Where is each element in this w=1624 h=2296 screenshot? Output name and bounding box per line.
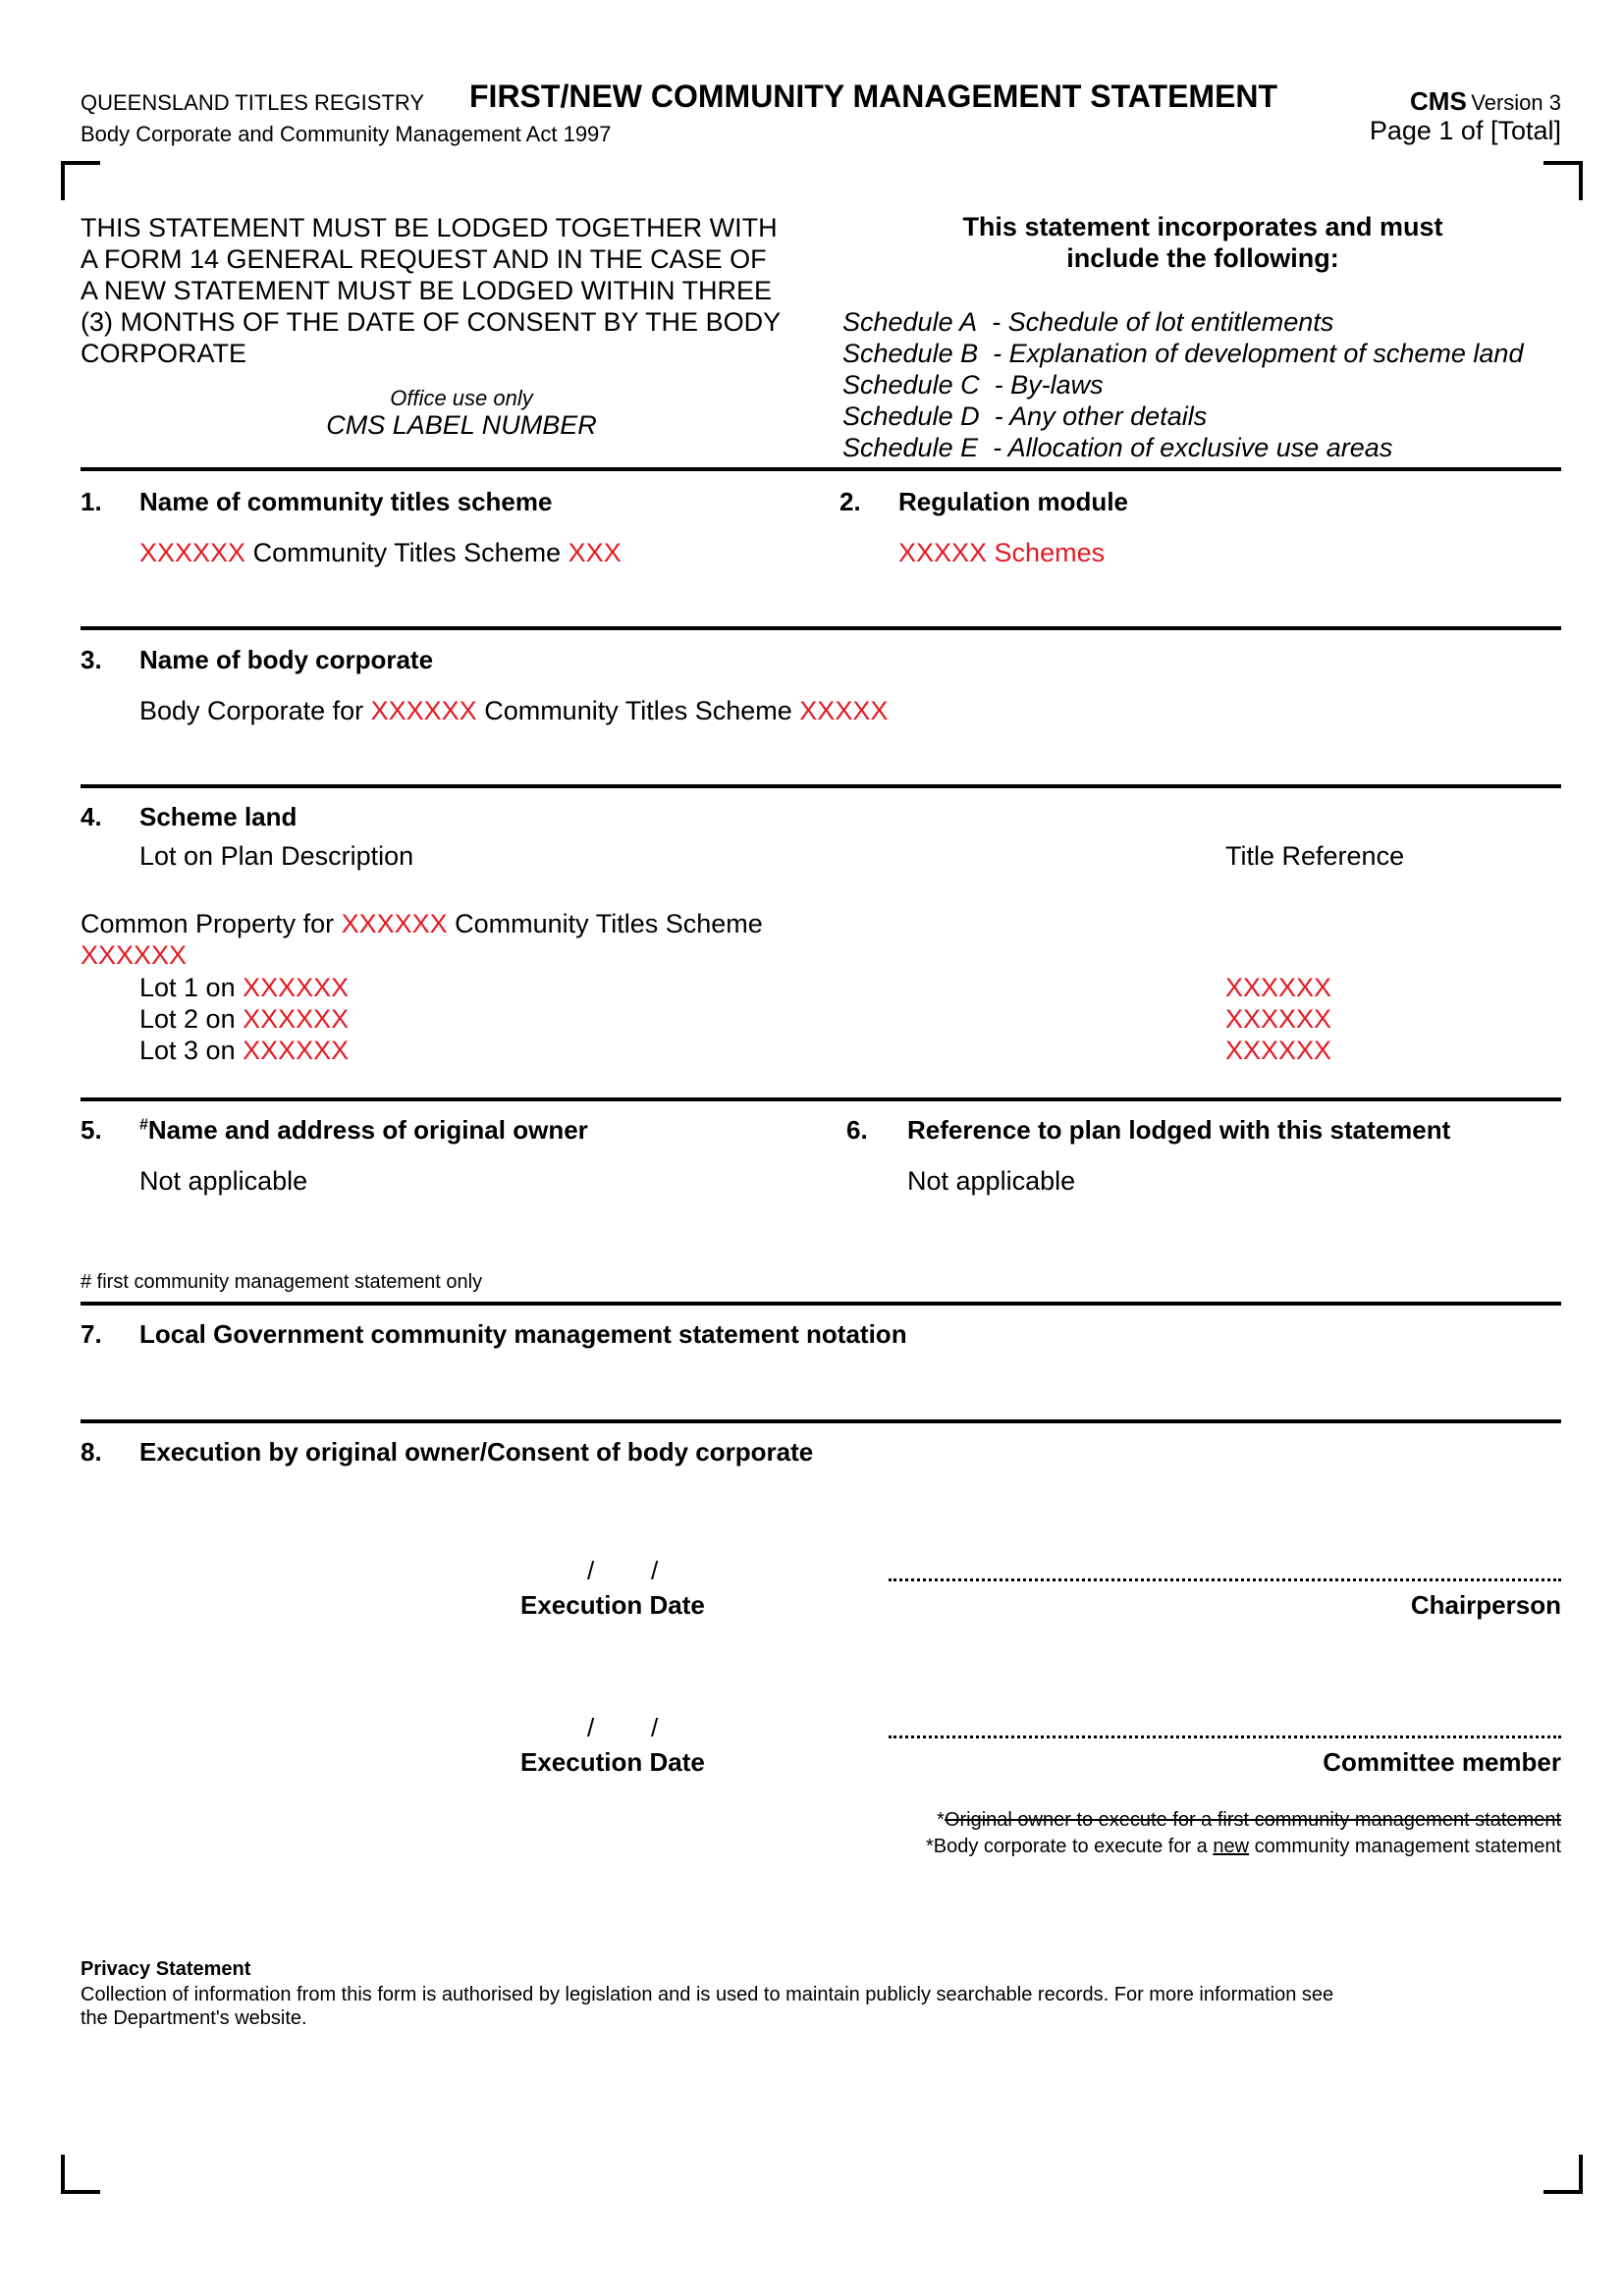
body-corporate-name: Body Corporate for XXXXXX Community Titles Scheme XXXXX [139, 696, 889, 725]
lot-list [139, 972, 349, 1066]
schedule-list [842, 306, 1523, 463]
schedule-item: Schedule C - By-laws [842, 370, 1104, 400]
lodgement-line: CORPORATE [81, 339, 247, 368]
common-property: Common Property for XXXXXX Community Titles Scheme [81, 909, 763, 938]
divider [81, 1302, 1561, 1306]
privacy-text-line-1: Collection of information from this form is authorised by legislation and is used to maintain publicly searchable records. For more information see [81, 1984, 1334, 2005]
lodgement-line: A FORM 14 GENERAL REQUEST AND IN THE CASE OF [81, 244, 767, 274]
corner-mark-top-left [61, 161, 100, 200]
divider [81, 1097, 1561, 1101]
incorporates-heading-2: include the following: [1066, 243, 1339, 273]
regulation-module-value: XXXXX Schemes [898, 538, 1106, 567]
committee-member-signature-line[interactable] [889, 1735, 1561, 1738]
incorporates-heading-1: This statement incorporates and must [962, 212, 1443, 241]
schedule-item: Schedule E - Allocation of exclusive use areas [842, 433, 1393, 462]
section-4-number: 4. [81, 802, 102, 831]
scheme-name: XXXXXX Community Titles Scheme XXX [139, 538, 622, 567]
execution-date-label-2: Execution Date [520, 1747, 705, 1777]
schedule-item: Schedule B - Explanation of development of scheme land [842, 339, 1524, 368]
privacy-title: Privacy Statement [81, 1958, 251, 1980]
common-property-scheme: XXXXXX [81, 940, 188, 970]
title-reference: XXXXXX [1225, 1036, 1332, 1065]
form-code: CMS [1410, 86, 1467, 116]
divider [81, 1419, 1561, 1423]
lodgement-line: THIS STATEMENT MUST BE LODGED TOGETHER WITH [81, 213, 778, 242]
act-name: Body Corporate and Community Management Act 1997 [81, 122, 612, 146]
privacy-text-line-2: the Department's website. [81, 2007, 307, 2029]
original-owner-value: Not applicable [139, 1166, 308, 1196]
title-reference: XXXXXX [1225, 1004, 1332, 1034]
committee-member-label: Committee member [1323, 1747, 1561, 1777]
section-1-title: Name of community titles scheme [139, 487, 553, 516]
section-7-title: Local Government community management statement notation [139, 1319, 907, 1349]
section-3-title: Name of body corporate [139, 645, 434, 674]
corner-mark-bottom-right [1543, 2155, 1583, 2194]
section-6-number: 6. [846, 1115, 868, 1145]
divider [81, 626, 1561, 630]
page-number: Page 1 of [Total] [1369, 116, 1561, 145]
schedule-item: Schedule A - Schedule of lot entitlements [842, 307, 1334, 337]
section-2-number: 2. [839, 487, 861, 516]
version-text: Version 3 [1471, 90, 1561, 115]
title-reference-column-header: Title Reference [1225, 841, 1405, 871]
section-8-number: 8. [81, 1437, 102, 1467]
section-1-number: 1. [81, 487, 102, 516]
section-6-title: Reference to plan lodged with this statement [907, 1115, 1451, 1145]
execution-date-label-1: Execution Date [520, 1590, 705, 1620]
section-2-title: Regulation module [898, 487, 1128, 516]
chairperson-signature-line[interactable] [889, 1578, 1561, 1581]
divider [81, 784, 1561, 788]
title-reference-list [1225, 972, 1331, 1066]
execution-date-field-1[interactable]: / / [587, 1556, 659, 1585]
execution-note-body-corporate: *Body corporate to execute for a new community management statement [925, 1836, 1561, 1857]
corner-mark-bottom-left [61, 2155, 100, 2194]
office-use-label: Office use only [390, 386, 533, 410]
section-8-title: Execution by original owner/Consent of body corporate [139, 1437, 814, 1467]
form-version [1410, 86, 1561, 117]
lot-row: Lot 2 on XXXXXX [139, 1004, 350, 1034]
execution-note-original-owner: *Original owner to execute for a first community management statement [937, 1809, 1561, 1831]
lot-row: Lot 3 on XXXXXX [139, 1036, 350, 1065]
schedule-item: Schedule D - Any other details [842, 401, 1208, 431]
plan-reference-value: Not applicable [907, 1166, 1076, 1196]
registry-name: QUEENSLAND TITLES REGISTRY [81, 90, 425, 115]
lodgement-line: A NEW STATEMENT MUST BE LODGED WITHIN THREE [81, 276, 773, 305]
cms-label-number: CMS LABEL NUMBER [326, 410, 597, 440]
execution-date-field-2[interactable]: / / [587, 1713, 659, 1742]
section-3-number: 3. [81, 645, 102, 674]
section-5-title: #Name and address of original owner [139, 1115, 588, 1145]
divider [81, 467, 1561, 471]
lot-row: Lot 1 on XXXXXX [139, 973, 350, 1002]
form-title: FIRST/NEW COMMUNITY MANAGEMENT STATEMENT [469, 79, 1278, 114]
section-4-title: Scheme land [139, 802, 298, 831]
chairperson-label: Chairperson [1410, 1590, 1561, 1620]
section-7-number: 7. [81, 1319, 102, 1349]
section-5-number: 5. [81, 1115, 102, 1145]
lodgement-instructions [81, 212, 781, 369]
title-reference: XXXXXX [1225, 973, 1332, 1002]
corner-mark-top-right [1543, 161, 1583, 200]
lot-on-plan-column-header: Lot on Plan Description [139, 841, 414, 871]
lodgement-line: (3) MONTHS OF THE DATE OF CONSENT BY THE BODY [81, 307, 782, 337]
footnote: # first community management statement only [81, 1271, 483, 1293]
